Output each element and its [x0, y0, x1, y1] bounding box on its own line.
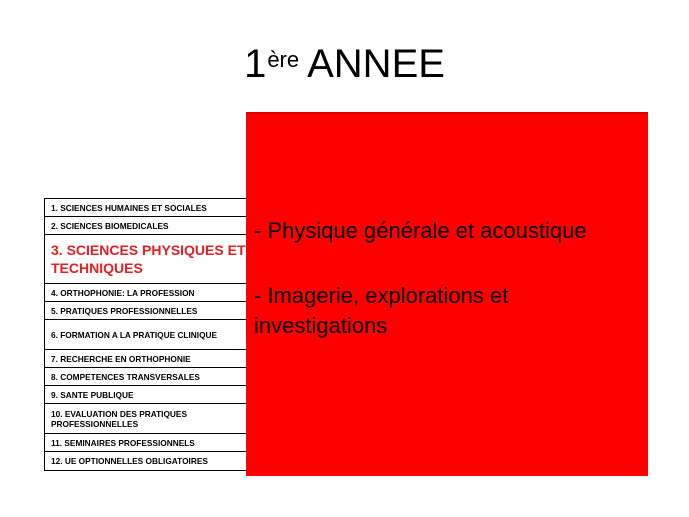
module-row-10: 10. EVALUATION DES PRATIQUES PROFESSIONNELLES: [45, 404, 253, 434]
module-row-3-highlighted: 3. SCIENCES PHYSIQUES ET TECHNIQUES: [45, 235, 253, 284]
slide-title: [0, 38, 689, 90]
module-row-9: 9. SANTE PUBLIQUE: [45, 386, 253, 404]
module-row-7: 7. RECHERCHE EN ORTHOPHONIE: [45, 350, 253, 368]
module-row-11: 11. SEMINAIRES PROFESSIONNELS: [45, 434, 253, 452]
title-superscript: ère: [267, 47, 300, 72]
title-word: ANNEE: [307, 42, 445, 86]
content-panel: [246, 112, 648, 476]
module-row-1: 1. SCIENCES HUMAINES ET SOCIALES: [45, 199, 253, 217]
panel-line-physics: - Physique générale et acoustique: [254, 218, 587, 243]
module-row-4: 4. ORTHOPHONIE: LA PROFESSION: [45, 284, 253, 302]
module-row-6: 6. FORMATION A LA PRATIQUE CLINIQUE: [45, 320, 253, 350]
panel-line-imaging: - Imagerie, explorations et investigations: [254, 283, 509, 338]
module-list-table: [44, 198, 254, 471]
module-row-2: 2. SCIENCES BIOMEDICALES: [45, 217, 253, 235]
module-row-12: 12. UE OPTIONNELLES OBLIGATOIRES: [51, 456, 208, 466]
module-row-5: 5. PRATIQUES PROFESSIONNELLES: [45, 302, 253, 320]
title-number: 1: [244, 42, 267, 86]
module-row-8: 8. COMPETENCES TRANSVERSALES: [45, 368, 253, 386]
